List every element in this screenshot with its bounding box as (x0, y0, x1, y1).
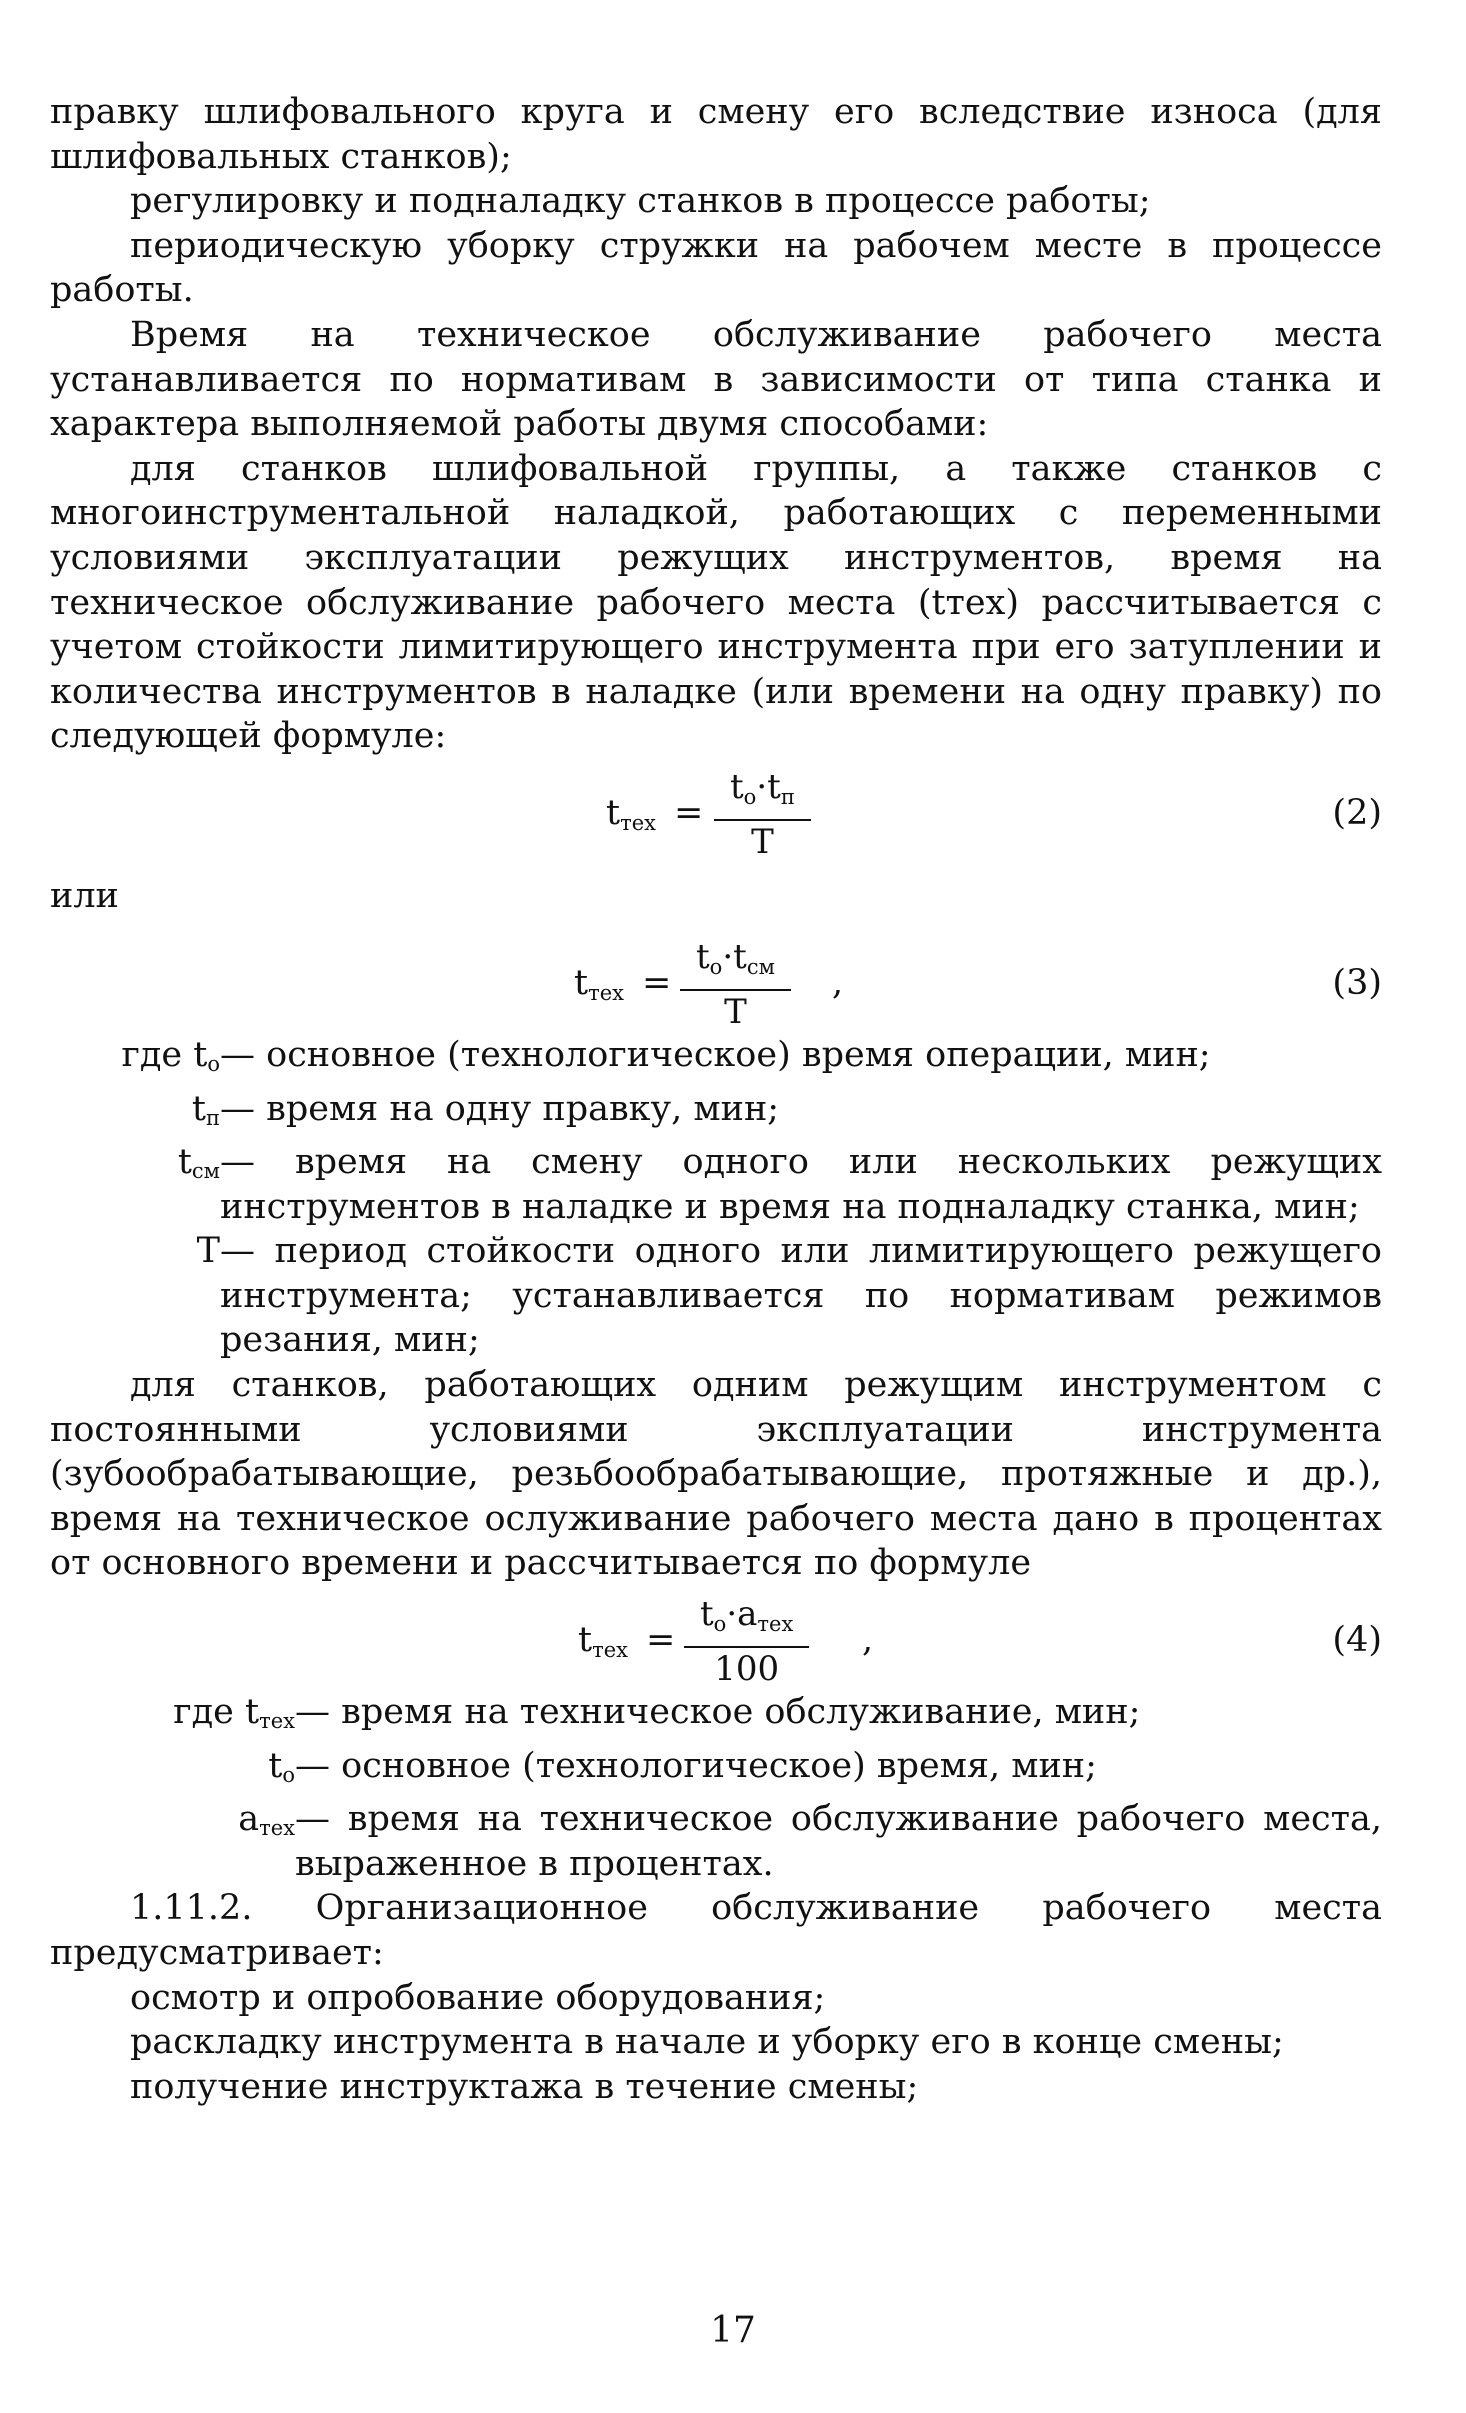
definition-item: где $t_о$ — основное (технологическое) время операции, мин; (121, 1034, 1211, 1076)
definition-item: T — период стойкости одного или лимитирующего режущего инструмента; устанавливается по нормативам режимов резания, мин; (196, 1231, 1382, 1361)
formula-2-equals: = (674, 792, 704, 833)
formula-2-fraction: $t_о\cdot t_п$ T (714, 767, 811, 863)
definitions-list-2 (50, 1690, 1382, 1886)
paragraph-7: 1.11.2. Организационное обслуживание рабочего места предусматривает: (50, 1888, 1382, 1973)
formula-2-lhs: $t_{тех}$ (606, 792, 656, 835)
formula-2 (50, 759, 1382, 863)
formula-3-lhs: $t_{тех}$ (574, 962, 624, 1005)
formula-4-fraction: $t_о\cdot a_{тех}$ 100 (684, 1594, 809, 1690)
formula-3-label: (3) (1332, 962, 1382, 1003)
formula-2-label: (2) (1332, 792, 1382, 833)
paragraph-3: периодическую уборку стружки на рабочем месте в процессе работы. (50, 225, 1382, 311)
paragraph-9: раскладку инструмента в начале и уборку его в конце смены; (130, 2022, 1284, 2063)
paragraph-2: регулировку и подналадку станков в процессе работы; (130, 181, 1151, 222)
formula-3-fraction: $t_о\cdot t_{см}$ T (680, 937, 791, 1033)
page-number: 17 (710, 2310, 756, 2351)
definitions-list-1 (50, 1033, 1382, 1363)
formula-3-equals: = (642, 962, 672, 1003)
paragraph-4: Время на техническое обслуживание рабочего места устанавливается по нормативам в зависимости от типа станка и характера выполняемой работы двумя способами: (50, 314, 1382, 445)
or-text: или (50, 875, 119, 916)
paragraph-8: осмотр и опробование оборудования; (130, 1977, 826, 2018)
definition-item: $t_о$ — основное (технологическое) время, мин; (268, 1745, 1097, 1787)
formula-3-comma: , (832, 962, 844, 1003)
paragraph-6: для станков, работающих одним режущим инструментом с постоянными условиями эксплуатации инструмента (зубообрабатывающие, резьбообрабатывающие, протяжные и др.), время на техническое ослуживание рабочего места дано в процентах от основного времени и рассчитывается по формуле (50, 1365, 1382, 1584)
formula-4-lhs: $t_{тех}$ (578, 1620, 628, 1663)
definition-item: где $t_{тех}$ — время на техническое обслуживание, мин; (173, 1692, 1141, 1734)
paragraph-5: для станков шлифовальной группы, а также станков с многоинструментальной наладкой, работающих с переменными условиями эксплуатации режущих инструментов, время на техническое обслуживание рабочего места (tтех) рассчитывается с учетом стойкости лимитирующего инструмента при его затуплении и количества инструментов в наладке (или времени на одну правку) по следующей формуле: (50, 448, 1382, 757)
paragraph-1: правку шлифовального круга и смену его вследствие износа (для шлифовальных станков); (50, 92, 1382, 177)
paragraph-10: получение инструктажа в течение смены; (130, 2066, 919, 2107)
formula-4-label: (4) (1332, 1620, 1382, 1661)
formula-4-equals: = (646, 1620, 676, 1661)
formula-4 (50, 1586, 1382, 1690)
definition-item: $t_{см}$ — время на смену одного или нескольких режущих инструментов в наладке и время на подналадку станка, мин; (177, 1142, 1382, 1227)
formula-3 (50, 929, 1382, 1033)
formula-4-comma: , (862, 1620, 874, 1661)
body-text (50, 90, 1382, 2109)
definition-item: $a_{тех}$ — время на техническое обслуживание рабочего места, выраженное в процентах. (238, 1799, 1382, 1884)
definition-item: $t_п$ — время на одну правку, мин; (191, 1088, 780, 1130)
